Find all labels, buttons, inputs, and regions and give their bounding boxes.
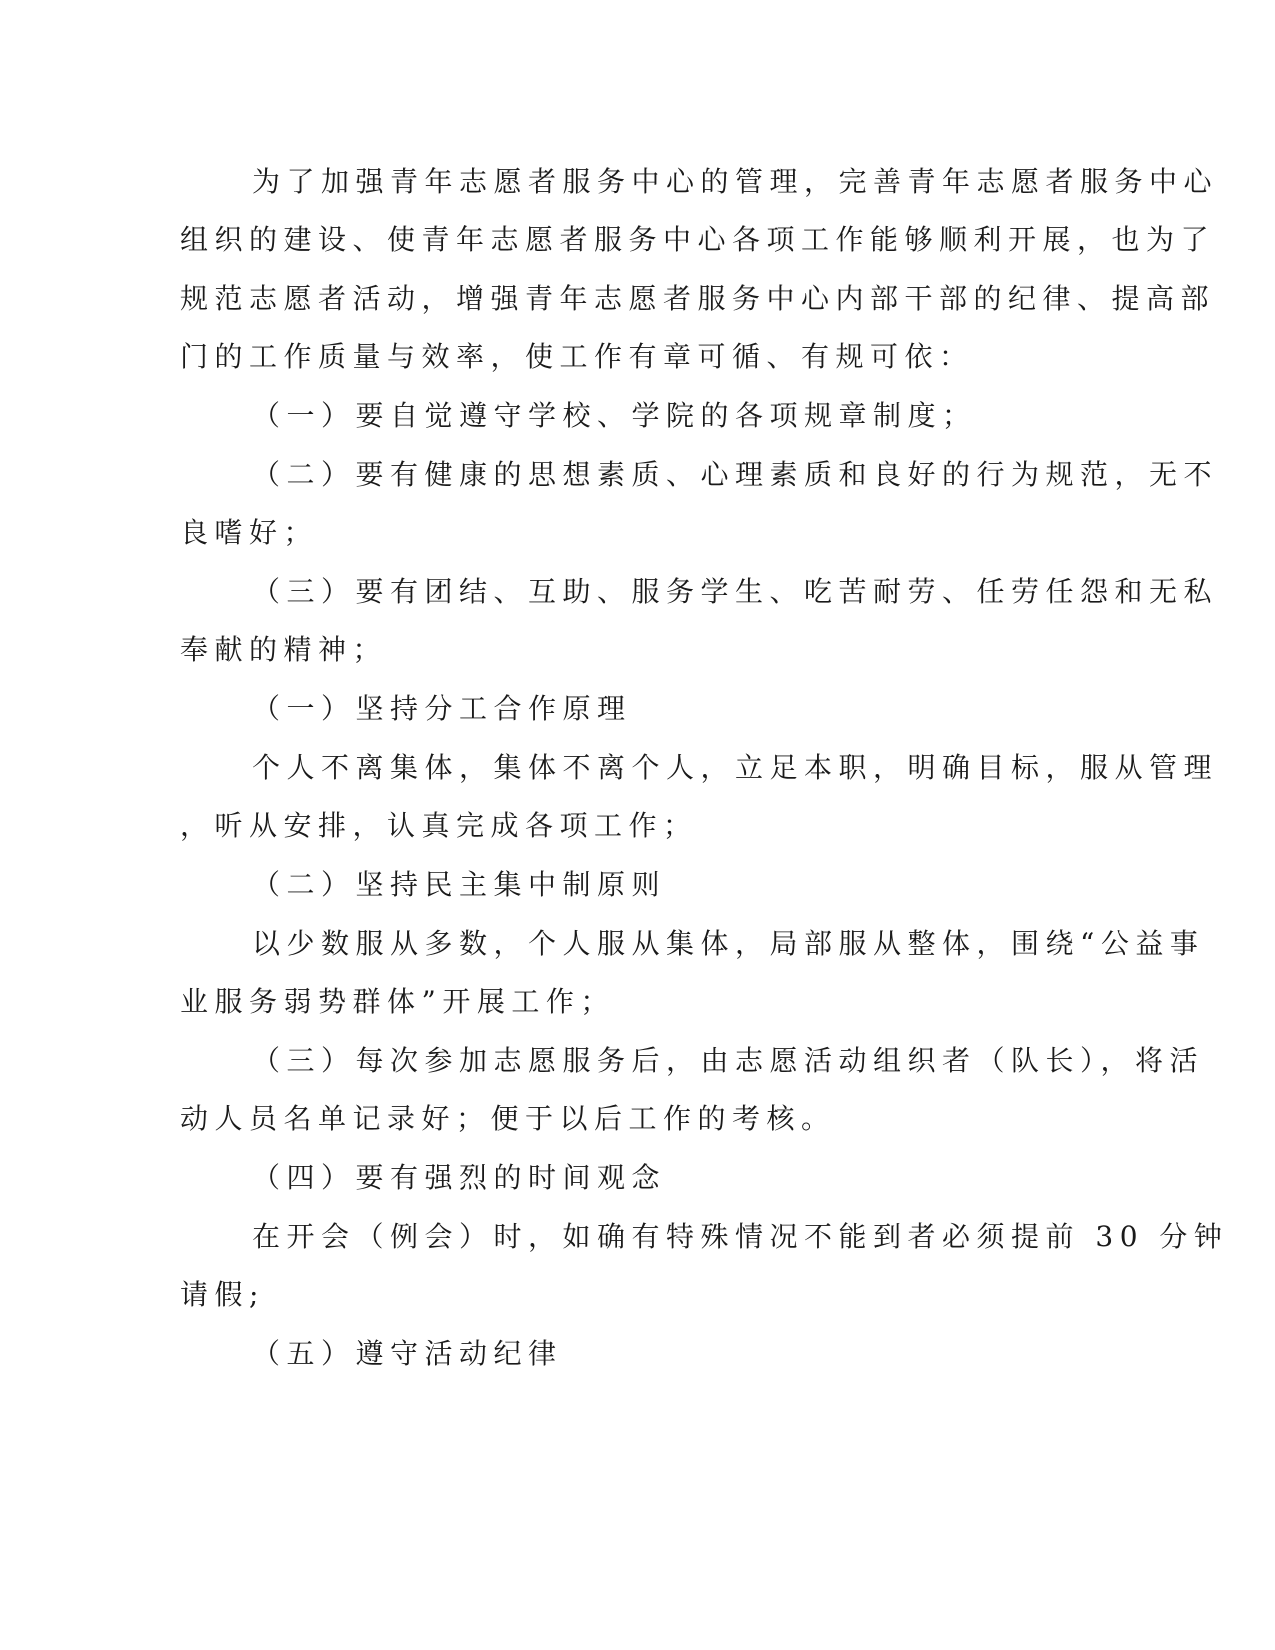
- paragraph-line: 请假;: [180, 1278, 265, 1311]
- section-heading: （四）要有强烈的时间观念: [252, 1161, 667, 1194]
- list-item: （一）要自觉遵守学校、学院的各项规章制度；: [252, 399, 977, 432]
- list-item: （三）每次参加志愿服务后，由志愿活动组织者（队长），将活: [252, 1044, 1205, 1077]
- section-heading: （一）坚持分工合作原理: [252, 692, 632, 725]
- paragraph-line: 为了加强青年志愿者服务中心的管理，完善青年志愿者服务中心: [252, 165, 1219, 198]
- paragraph-line: 良嗜好；: [180, 516, 319, 549]
- section-heading: （五）遵守活动纪律: [252, 1337, 563, 1370]
- paragraph-line: 个人不离集体，集体不离个人，立足本职，明确目标，服从管理: [252, 751, 1219, 784]
- list-item: （三）要有团结、互助、服务学生、吃苦耐劳、任劳任怨和无私: [252, 575, 1219, 608]
- list-item: （二）要有健康的思想素质、心理素质和良好的行为规范，无不: [252, 458, 1219, 491]
- paragraph-line: 以少数服从多数，个人服从集体，局部服从整体，围绕“公益事: [252, 927, 1205, 960]
- paragraph-line: 组织的建设、使青年志愿者服务中心各项工作能够顺利开展，也为了: [180, 223, 1216, 256]
- paragraph-line: ，听从安排，认真完成各项工作；: [180, 809, 698, 842]
- paragraph-line: 业服务弱势群体”开展工作；: [180, 985, 615, 1018]
- paragraph-line: 规范志愿者活动，增强青年志愿者服务中心内部干部的纪律、提高部: [180, 282, 1216, 315]
- paragraph-line: 在开会（例会）时，如确有特殊情况不能到者必须提前 30 分钟: [252, 1220, 1229, 1253]
- section-heading: （二）坚持民主集中制原则: [252, 868, 667, 901]
- paragraph-line: 门的工作质量与效率，使工作有章可循、有规可依：: [180, 340, 974, 373]
- paragraph-line: 动人员名单记录好；便于以后工作的考核。: [180, 1102, 836, 1135]
- paragraph-line: 奉献的精神；: [180, 633, 388, 666]
